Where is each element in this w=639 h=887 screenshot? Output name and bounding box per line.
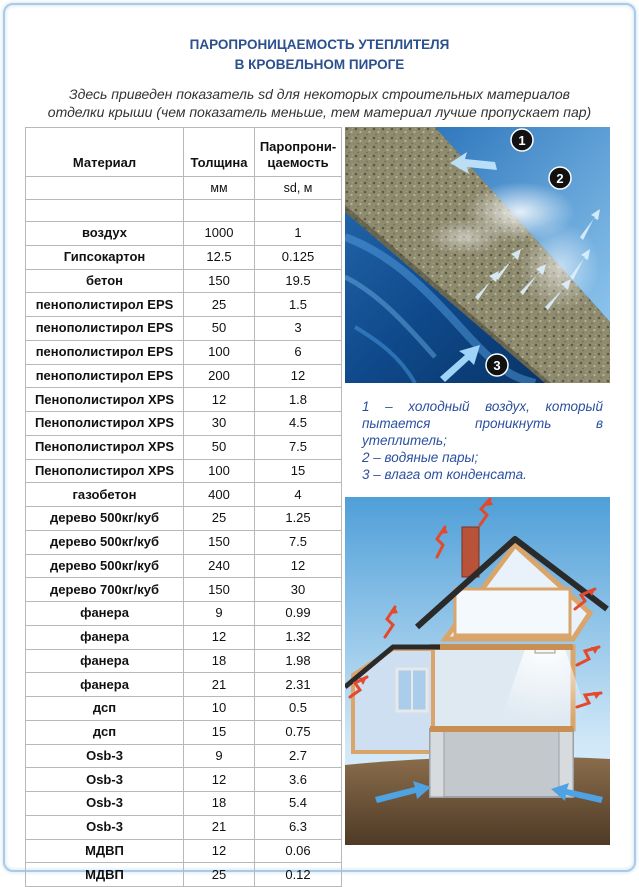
cell-thickness: 150 <box>184 530 255 554</box>
caption-item-3: 3 – влага от конденсата. <box>362 467 527 482</box>
cell-material: Osb-3 <box>26 792 184 816</box>
empty-cell <box>255 200 342 222</box>
table-row <box>26 792 342 816</box>
table-row <box>26 530 342 554</box>
cell-thickness: 150 <box>184 269 255 293</box>
header-sd <box>255 128 342 177</box>
cell-sd: 4.5 <box>255 412 342 436</box>
cell-thickness: 30 <box>184 412 255 436</box>
cell-sd: 19.5 <box>255 269 342 293</box>
cell-thickness: 25 <box>184 863 255 887</box>
header-sd-line-1: Паропрони- <box>259 139 337 154</box>
page-title <box>0 35 639 75</box>
table-row <box>26 744 342 768</box>
house-illustration <box>345 497 610 845</box>
cell-thickness: 18 <box>184 649 255 673</box>
units-thickness: мм <box>184 177 255 200</box>
cell-thickness: 12.5 <box>184 245 255 269</box>
cell-thickness: 50 <box>184 435 255 459</box>
table-row <box>26 720 342 744</box>
cell-sd: 1.32 <box>255 625 342 649</box>
cell-thickness: 400 <box>184 483 255 507</box>
empty-cell <box>184 200 255 222</box>
cell-thickness: 9 <box>184 744 255 768</box>
page-subtitle <box>0 85 639 121</box>
table-row <box>26 839 342 863</box>
cell-material: пенополистирол EPS <box>26 340 184 364</box>
cell-material: Гипсокартон <box>26 245 184 269</box>
cell-thickness: 150 <box>184 578 255 602</box>
table-row <box>26 459 342 483</box>
cell-material: фанера <box>26 649 184 673</box>
marker-1-label: 1 <box>518 133 526 148</box>
cell-thickness: 200 <box>184 364 255 388</box>
marker-2-label: 2 <box>556 171 564 186</box>
cell-material: Пенополистирол XPS <box>26 459 184 483</box>
cell-sd: 12 <box>255 554 342 578</box>
cell-material: фанера <box>26 625 184 649</box>
cell-sd: 7.5 <box>255 530 342 554</box>
table-body <box>26 128 342 887</box>
table-row <box>26 412 342 436</box>
units-sd: sd, м <box>255 177 342 200</box>
table-row <box>26 222 342 246</box>
table-units-row <box>26 177 342 200</box>
table-row <box>26 673 342 697</box>
cell-material: МДВП <box>26 863 184 887</box>
table-row <box>26 317 342 341</box>
cell-sd: 0.125 <box>255 245 342 269</box>
cell-thickness: 21 <box>184 815 255 839</box>
cell-material: воздух <box>26 222 184 246</box>
cell-thickness: 18 <box>184 792 255 816</box>
cell-sd: 30 <box>255 578 342 602</box>
caption-item-2: 2 – водяные пары; <box>362 450 479 465</box>
house-illustration-svg <box>345 497 610 845</box>
cell-material: дерево 500кг/куб <box>26 554 184 578</box>
cell-sd: 1.8 <box>255 388 342 412</box>
cell-thickness: 12 <box>184 768 255 792</box>
table-row <box>26 269 342 293</box>
cell-sd: 0.06 <box>255 839 342 863</box>
cell-thickness: 10 <box>184 697 255 721</box>
cell-material: Пенополистирол XPS <box>26 412 184 436</box>
cell-thickness: 50 <box>184 317 255 341</box>
cell-sd: 1.5 <box>255 293 342 317</box>
cell-sd: 3 <box>255 317 342 341</box>
cell-material: Пенополистирол XPS <box>26 388 184 412</box>
cell-material: Osb-3 <box>26 815 184 839</box>
cell-sd: 0.75 <box>255 720 342 744</box>
cell-thickness: 12 <box>184 839 255 863</box>
basement <box>430 729 573 797</box>
cell-material: МДВП <box>26 839 184 863</box>
cell-sd: 6 <box>255 340 342 364</box>
cell-material: пенополистирол EPS <box>26 293 184 317</box>
cell-sd: 2.31 <box>255 673 342 697</box>
table-row <box>26 364 342 388</box>
cell-sd: 1.25 <box>255 507 342 531</box>
subtitle-line-1: Здесь приведен показатель sd для некоторых строительных материалов <box>69 86 570 102</box>
table-row <box>26 815 342 839</box>
units-material-empty <box>26 177 184 200</box>
vapor-diagram-svg <box>345 127 610 383</box>
cell-material: пенополистирол EPS <box>26 317 184 341</box>
cell-sd: 1.98 <box>255 649 342 673</box>
cell-sd: 0.5 <box>255 697 342 721</box>
diagram-caption <box>362 398 603 483</box>
cell-material: дсп <box>26 697 184 721</box>
table-row <box>26 435 342 459</box>
marker-2 <box>549 167 571 189</box>
cell-material: фанера <box>26 602 184 626</box>
cell-material: Osb-3 <box>26 744 184 768</box>
marker-1 <box>511 129 533 151</box>
cell-sd: 0.99 <box>255 602 342 626</box>
table-row <box>26 340 342 364</box>
cell-thickness: 1000 <box>184 222 255 246</box>
cell-sd: 12 <box>255 364 342 388</box>
cell-sd: 15 <box>255 459 342 483</box>
cell-material: газобетон <box>26 483 184 507</box>
cell-thickness: 12 <box>184 388 255 412</box>
table-row <box>26 578 342 602</box>
table-row <box>26 388 342 412</box>
cell-thickness: 240 <box>184 554 255 578</box>
table-blank-row <box>26 200 342 222</box>
cell-material: бетон <box>26 269 184 293</box>
caption-item-1: 1 – холодный воздух, который пытается проникнуть в утеплитель; <box>362 399 603 448</box>
header-sd-line-2: цаемость <box>267 155 329 170</box>
header-material: Материал <box>26 128 184 177</box>
cell-thickness: 21 <box>184 673 255 697</box>
cell-thickness: 15 <box>184 720 255 744</box>
marker-3 <box>486 354 508 376</box>
cell-thickness: 25 <box>184 293 255 317</box>
cell-sd: 1 <box>255 222 342 246</box>
table-row <box>26 507 342 531</box>
title-line-1: ПАРОПРОНИЦАЕМОСТЬ УТЕПЛИТЕЛЯ <box>189 37 450 52</box>
cell-material: фанера <box>26 673 184 697</box>
cell-thickness: 9 <box>184 602 255 626</box>
table-header-row <box>26 128 342 177</box>
table-row <box>26 697 342 721</box>
table-row <box>26 625 342 649</box>
cell-sd: 7.5 <box>255 435 342 459</box>
cell-sd: 3.6 <box>255 768 342 792</box>
cell-sd: 2.7 <box>255 744 342 768</box>
cell-thickness: 25 <box>184 507 255 531</box>
materials-table <box>25 127 342 887</box>
cell-material: Пенополистирол XPS <box>26 435 184 459</box>
cell-material: Osb-3 <box>26 768 184 792</box>
cell-thickness: 12 <box>184 625 255 649</box>
cell-thickness: 100 <box>184 340 255 364</box>
table-row <box>26 245 342 269</box>
cell-sd: 6.3 <box>255 815 342 839</box>
empty-cell <box>26 200 184 222</box>
chimney <box>462 527 479 577</box>
title-line-2: В КРОВЕЛЬНОМ ПИРОГЕ <box>234 57 405 72</box>
cell-material: дсп <box>26 720 184 744</box>
table-row <box>26 554 342 578</box>
vapor-diagram-image <box>345 127 610 383</box>
cell-material: дерево 500кг/куб <box>26 507 184 531</box>
cell-sd: 5.4 <box>255 792 342 816</box>
table-row <box>26 293 342 317</box>
table-row <box>26 768 342 792</box>
table-row <box>26 483 342 507</box>
cell-thickness: 100 <box>184 459 255 483</box>
cell-material: дерево 500кг/куб <box>26 530 184 554</box>
subtitle-line-2: отделки крыши (чем показатель меньше, тем материал лучше пропускает пар) <box>47 104 592 120</box>
marker-3-label: 3 <box>493 358 501 373</box>
table-row <box>26 649 342 673</box>
cell-sd: 4 <box>255 483 342 507</box>
cell-material: дерево 700кг/куб <box>26 578 184 602</box>
table-row <box>26 602 342 626</box>
cell-material: пенополистирол EPS <box>26 364 184 388</box>
cell-sd: 0.12 <box>255 863 342 887</box>
header-thickness: Толщина <box>184 128 255 177</box>
